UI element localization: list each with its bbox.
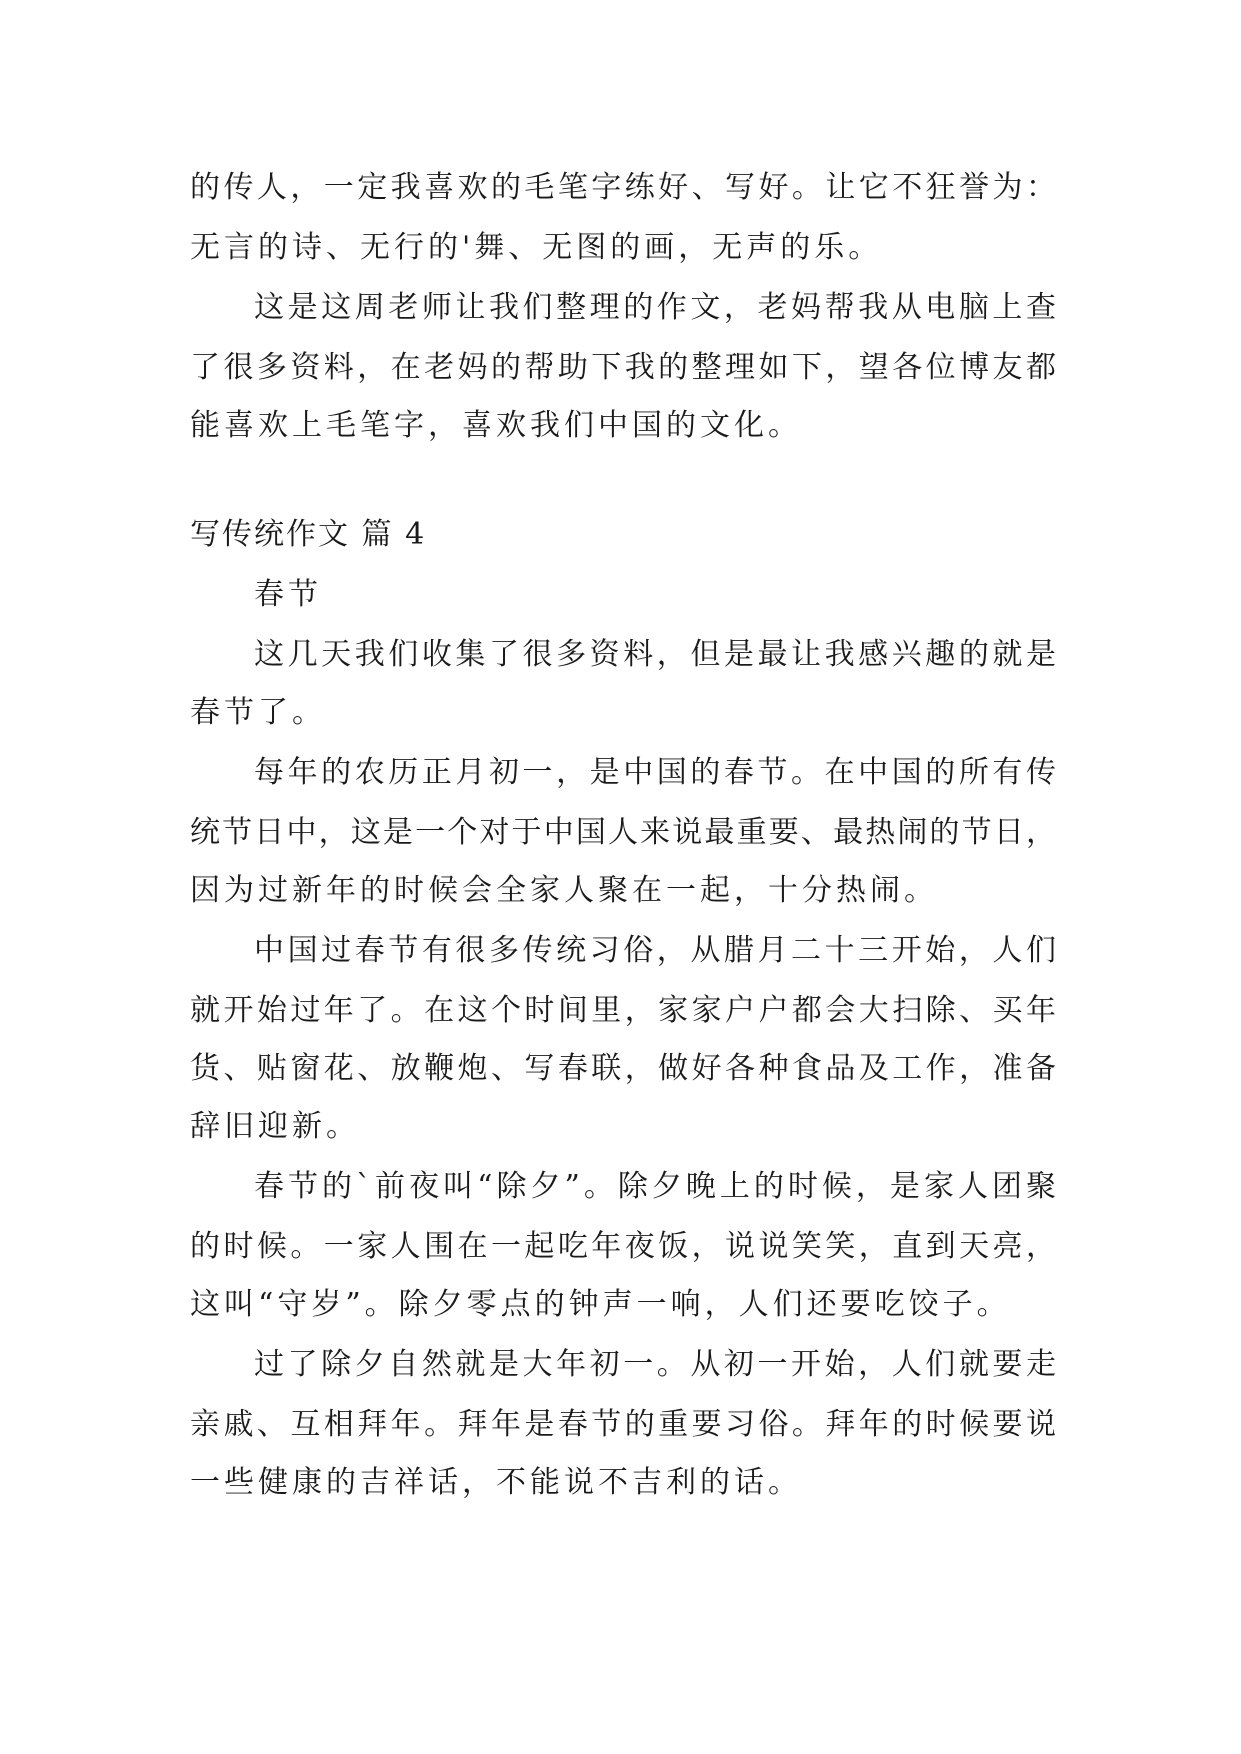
paragraph-line: 这叫“守岁”。除夕零点的钟声一响，人们还要吃饺子。 (190, 1287, 1011, 1322)
paragraph-line: 过了除夕自然就是大年初一。从初一开始，人们就要走 (254, 1347, 1056, 1382)
paragraph-line: 了很多资料，在老妈的帮助下我的整理如下，望各位博友都 (190, 350, 1056, 385)
paragraph-line: 货、贴窗花、放鞭炮、写春联，做好各种食品及工作，准备 (190, 1051, 1056, 1086)
paragraph-line: 无言的诗、无行的'舞、无图的画，无声的乐。 (190, 230, 883, 265)
paragraph-line: 春节的`前夜叫“除夕”。除夕晚上的时候，是家人团聚 (254, 1169, 1056, 1204)
paragraph-line: 每年的农历正月初一，是中国的春节。在中国的所有传 (254, 755, 1056, 790)
paragraph-line: 辞旧迎新。 (190, 1109, 360, 1144)
paragraph-line: 春节了。 (190, 695, 326, 730)
paragraph-line: 亲戚、互相拜年。拜年是春节的重要习俗。拜年的时候要说 (190, 1407, 1056, 1442)
paragraph-line: 一些健康的吉祥话，不能说不吉利的话。 (190, 1465, 802, 1500)
section-heading: 写传统作文 篇 4 (190, 517, 427, 552)
paragraph-line: 就开始过年了。在这个时间里，家家户户都会大扫除、买年 (190, 993, 1056, 1028)
paragraph-line: 中国过春节有很多传统习俗，从腊月二十三开始，人们 (254, 933, 1056, 968)
paragraph-line: 的时候。一家人围在一起吃年夜饭，说说笑笑，直到天亮， (190, 1229, 1056, 1264)
paragraph-line: 因为过新年的时候会全家人聚在一起，十分热闹。 (190, 873, 938, 908)
section-title: 春节 (254, 577, 322, 612)
paragraph-line: 能喜欢上毛笔字，喜欢我们中国的文化。 (190, 408, 802, 443)
paragraph-line: 的传人，一定我喜欢的毛笔字练好、写好。让它不狂誉为： (190, 170, 1056, 205)
paragraph-line: 统节日中，这是一个对于中国人来说最重要、最热闹的节日， (190, 815, 1056, 850)
paragraph-line: 这是这周老师让我们整理的作文，老妈帮我从电脑上查 (254, 290, 1056, 325)
paragraph-line: 这几天我们收集了很多资料，但是最让我感兴趣的就是 (254, 637, 1056, 672)
